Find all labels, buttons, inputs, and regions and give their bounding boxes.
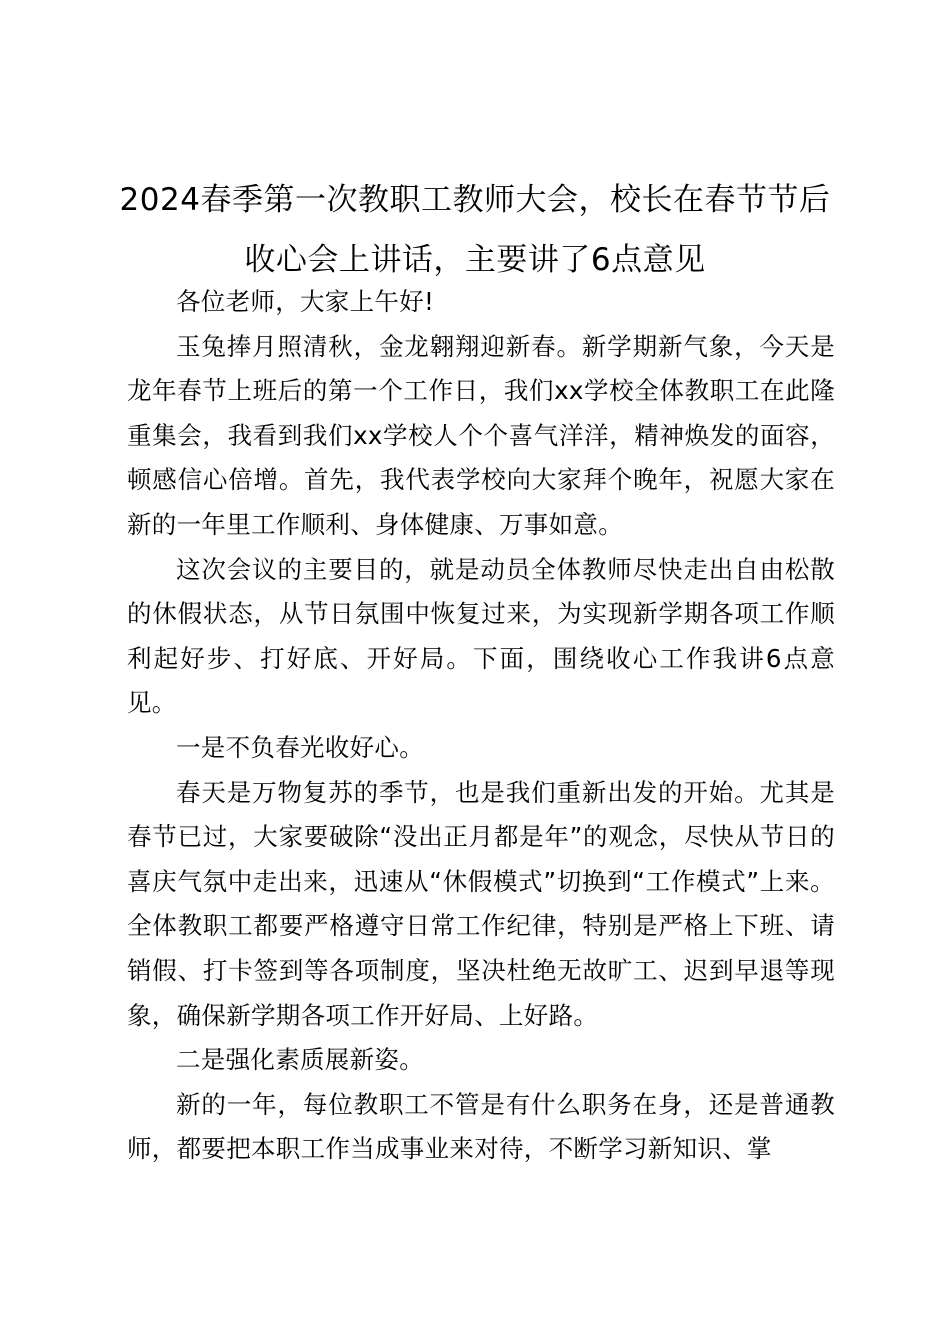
point-two-paragraph: 新的一年，每位教职工不管是有什么职务在身，还是普通教师，都要把本职工作当成事业来对待，不断学习新知识、掌 (127, 1089, 835, 1164)
point-two-heading: 二是强化素质展新姿。 (176, 1045, 424, 1075)
purpose-paragraph: 这次会议的主要目的，就是动员全体教师尽快走出自由松散的休假状态，从节日氛围中恢复过来，为实现新学期各项工作顺利起好步、打好底、开好局。下面，围绕收心工作我讲6点意见。 (127, 554, 835, 718)
point-one-heading: 一是不负春光收好心。 (176, 732, 424, 762)
document-title: 2024春季第一次教职工教师大会，校长在春节节后收心会上讲话，主要讲了6点意见 (119, 182, 831, 278)
greeting-paragraph: 各位老师，大家上午好! (176, 287, 435, 316)
document-body (127, 280, 835, 1172)
point-one-paragraph: 春天是万物复苏的季节，也是我们重新出发的开始。尤其是春节已过，大家要破除“没出正月都是年”的观念，尽快从节日的喜庆气氛中走出来，迅速从“休假模式”切换到“工作模式”上来。全体教职工都要严格遵守日常工作纪律，特别是严格上下班、请销假、打卡签到等各项制度，坚决杜绝无故旷工、迟到早退等现象，确保新学期各项工作开好局、上好路。 (127, 777, 835, 1030)
opening-paragraph: 玉兔捧月照清秋，金龙翱翔迎新春。新学期新气象，今天是龙年春节上班后的第一个工作日，我们xx学校全体教职工在此隆重集会，我看到我们xx学校人个个喜气洋洋，精神焕发的面容，顿感信心倍增。首先，我代表学校向大家拜个晚年，祝愿大家在新的一年里工作顺利、身体健康、万事如意。 (127, 331, 835, 539)
